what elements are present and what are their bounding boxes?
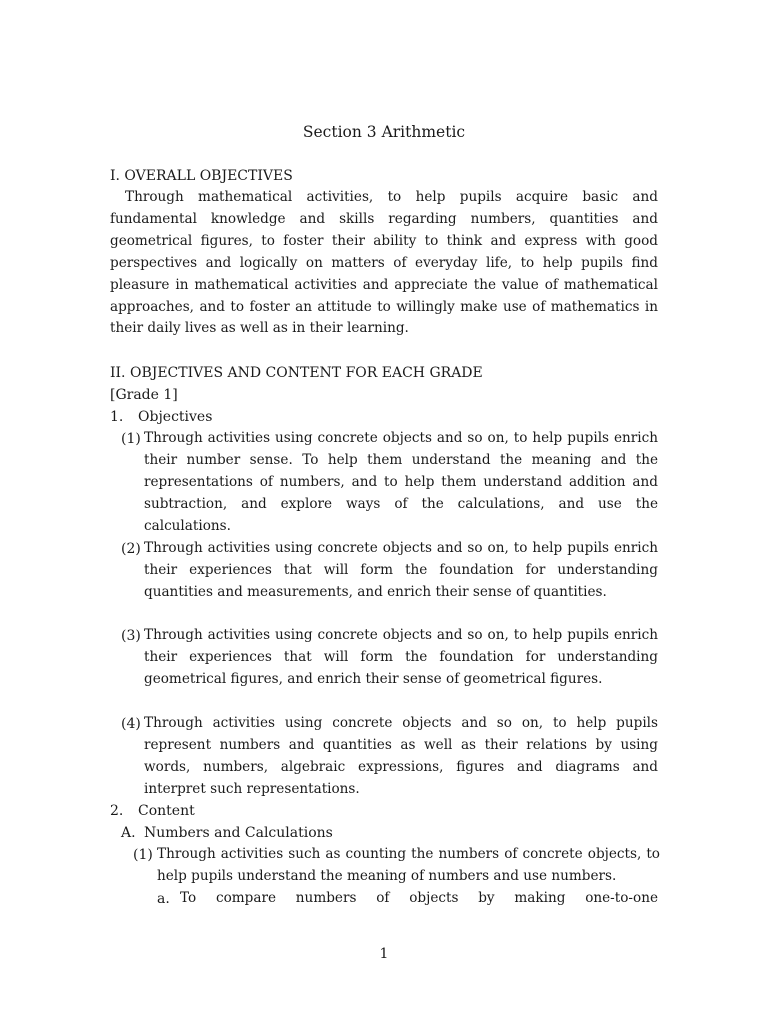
- content-label: Content: [138, 803, 195, 819]
- objective-2-text: Through activities using concrete objects and so on, to help pupils enrich their experiences that will form the foundation for understanding quantities and measurements, and enrich their sense of quantities.: [144, 540, 658, 600]
- content-number: 2.: [110, 803, 124, 819]
- objective-1-text: Through activities using concrete objects and so on, to help pupils enrich their number sense. To help them understand the meaning and the representations of numbers, and to help them understand addition and subtraction, and explore ways of the calculations, and use the calculations.: [144, 430, 658, 534]
- objective-4-number: (4): [121, 716, 141, 732]
- content-item-1-text: Through activities such as counting the numbers of concrete objects, to help pupils understand the meaning of numbers and use numbers.: [157, 846, 660, 884]
- page-number: 1: [379, 946, 389, 962]
- subsection-label: Numbers and Calculations: [144, 825, 333, 841]
- content-item-1-number: (1): [133, 847, 153, 863]
- overall-objectives-heading: I. OVERALL OBJECTIVES: [110, 168, 293, 184]
- subsection-letter: A.: [121, 825, 136, 841]
- subitem-text: To compare numbers of objects by making one-to-one: [180, 890, 658, 906]
- objective-3-number: (3): [121, 628, 141, 644]
- objective-4-text: Through activities using concrete objects and so on, to help pupils represent numbers and quantities as well as their relations by using words, numbers, algebraic expressions, figures and diagrams and interpret such representations.: [144, 715, 658, 797]
- objective-1-number: (1): [121, 431, 141, 447]
- objective-3-text: Through activities using concrete objects and so on, to help pupils enrich their experiences that will form the foundation for understanding geometrical figures, and enrich their sense of geometrical figures.: [144, 627, 658, 687]
- objectives-label: Objectives: [138, 409, 213, 425]
- grade-label: [Grade 1]: [110, 387, 178, 403]
- objective-2-number: (2): [121, 541, 141, 557]
- overall-objectives-paragraph: Through mathematical activities, to help pupils acquire basic and fundamental knowledge and skills regarding numbers, quantities and geometrical figures, to foster their ability to think and express with good perspectives and logically on matters of everyday life, to help pupils find pleasure in mathematical activities and appreciate the value of mathematical approaches, and to foster an attitude to willingly make use of mathematics in their daily lives as well as in their learning.: [110, 189, 658, 337]
- subitem-letter: a.: [157, 891, 170, 907]
- objectives-number: 1.: [110, 409, 124, 425]
- page-title: Section 3 Arithmetic: [302, 123, 466, 141]
- grade-objectives-heading: II. OBJECTIVES AND CONTENT FOR EACH GRADE: [110, 365, 483, 381]
